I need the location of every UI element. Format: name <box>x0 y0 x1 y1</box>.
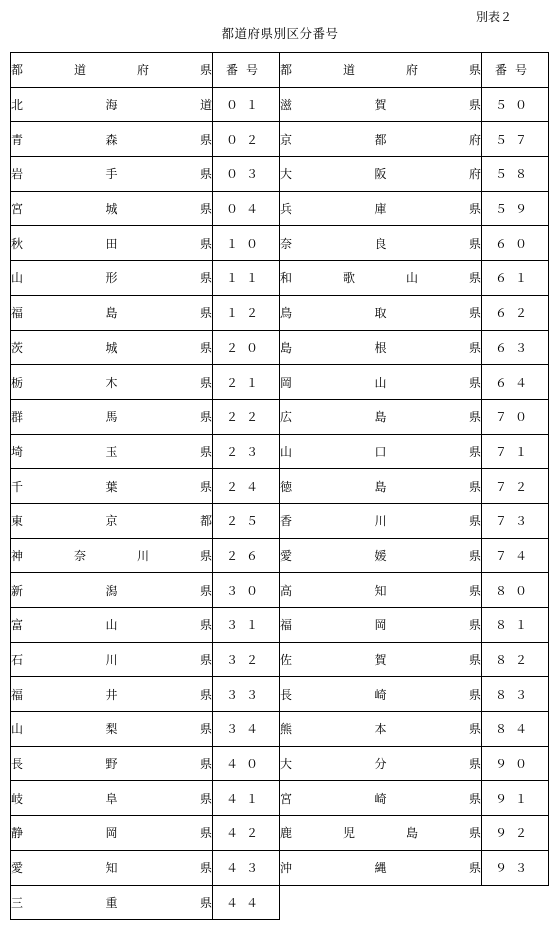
prefecture-number-right: ９０ <box>482 746 549 781</box>
prefecture-name-left: 千 葉 県 <box>11 469 213 504</box>
prefecture-number-left: ２５ <box>213 503 280 538</box>
prefecture-name-left: 山 形 県 <box>11 261 213 296</box>
prefecture-name-left: 石 川 県 <box>11 642 213 677</box>
prefecture-name-left: 栃 木 県 <box>11 365 213 400</box>
prefecture-number-right <box>482 885 549 920</box>
prefecture-name-right: 兵 庫 県 <box>280 191 482 226</box>
prefecture-number-left: １２ <box>213 295 280 330</box>
prefecture-number-right: ７１ <box>482 434 549 469</box>
prefecture-name-left: 三 重 県 <box>11 885 213 920</box>
prefecture-number-right: ８３ <box>482 677 549 712</box>
prefecture-number-left: ２０ <box>213 330 280 365</box>
prefecture-number-right: ７３ <box>482 503 549 538</box>
prefecture-name-right: 大 分 県 <box>280 746 482 781</box>
table-row <box>11 157 549 192</box>
table-row <box>11 781 549 816</box>
prefecture-number-left: ３４ <box>213 712 280 747</box>
prefecture-name-right: 京 都 府 <box>280 122 482 157</box>
header-prefecture-right: 都 道 府 県 <box>280 53 482 88</box>
prefecture-number-left: ２６ <box>213 538 280 573</box>
prefecture-name-left: 富 山 県 <box>11 608 213 643</box>
prefecture-number-left: ２３ <box>213 434 280 469</box>
prefecture-name-left: 愛 知 県 <box>11 850 213 885</box>
prefecture-number-right: ７４ <box>482 538 549 573</box>
prefecture-number-left: ０２ <box>213 122 280 157</box>
table-row <box>11 712 549 747</box>
table-row <box>11 330 549 365</box>
prefecture-name-left: 神 奈 川 県 <box>11 538 213 573</box>
prefecture-number-right: ５９ <box>482 191 549 226</box>
table-row <box>11 399 549 434</box>
prefecture-number-right: ９２ <box>482 816 549 851</box>
prefecture-name-left: 群 馬 県 <box>11 399 213 434</box>
prefecture-number-left: ３２ <box>213 642 280 677</box>
prefecture-number-right: ７２ <box>482 469 549 504</box>
table-row <box>11 677 549 712</box>
prefecture-name-left: 山 梨 県 <box>11 712 213 747</box>
prefecture-name-right: 長 崎 県 <box>280 677 482 712</box>
prefecture-number-left: １１ <box>213 261 280 296</box>
table-row <box>11 87 549 122</box>
prefecture-name-left: 青 森 県 <box>11 122 213 157</box>
table-row <box>11 538 549 573</box>
prefecture-name-right: 大 阪 府 <box>280 157 482 192</box>
table-row <box>11 503 549 538</box>
prefecture-number-right: ６２ <box>482 295 549 330</box>
prefecture-number-right: ８２ <box>482 642 549 677</box>
prefecture-name-right: 和 歌 山 県 <box>280 261 482 296</box>
prefecture-number-left: ４３ <box>213 850 280 885</box>
prefecture-number-left: ３１ <box>213 608 280 643</box>
prefecture-number-right: ６３ <box>482 330 549 365</box>
prefecture-number-right: ８０ <box>482 573 549 608</box>
prefecture-name-left: 北 海 道 <box>11 87 213 122</box>
table-row <box>11 746 549 781</box>
prefecture-number-left: ２１ <box>213 365 280 400</box>
prefecture-name-left: 長 野 県 <box>11 746 213 781</box>
prefecture-name-left: 静 岡 県 <box>11 816 213 851</box>
prefecture-name-right <box>280 885 482 920</box>
table-row <box>11 642 549 677</box>
prefecture-number-right: ５８ <box>482 157 549 192</box>
table-row <box>11 885 549 920</box>
prefecture-number-left: ４０ <box>213 746 280 781</box>
table-body <box>11 87 549 920</box>
prefecture-number-right: ６４ <box>482 365 549 400</box>
prefecture-number-right: ６０ <box>482 226 549 261</box>
prefecture-number-left: １０ <box>213 226 280 261</box>
prefecture-number-left: ４１ <box>213 781 280 816</box>
prefecture-number-right: ９３ <box>482 850 549 885</box>
prefecture-name-right: 山 口 県 <box>280 434 482 469</box>
document-title: 都道府県別区分番号 <box>221 26 339 41</box>
prefecture-code-table <box>10 52 549 920</box>
prefecture-name-right: 滋 賀 県 <box>280 87 482 122</box>
prefecture-number-left: ０４ <box>213 191 280 226</box>
prefecture-number-right: ８１ <box>482 608 549 643</box>
table-row <box>11 608 549 643</box>
prefecture-name-right: 奈 良 県 <box>280 226 482 261</box>
prefecture-name-right: 鹿 児 島 県 <box>280 816 482 851</box>
prefecture-name-left: 福 井 県 <box>11 677 213 712</box>
prefecture-name-right: 島 根 県 <box>280 330 482 365</box>
prefecture-number-left: ０３ <box>213 157 280 192</box>
prefecture-name-right: 佐 賀 県 <box>280 642 482 677</box>
prefecture-name-right: 高 知 県 <box>280 573 482 608</box>
table-row <box>11 365 549 400</box>
prefecture-name-left: 東 京 都 <box>11 503 213 538</box>
prefecture-number-left: ３０ <box>213 573 280 608</box>
prefecture-name-right: 香 川 県 <box>280 503 482 538</box>
table-row <box>11 434 549 469</box>
table-row <box>11 226 549 261</box>
prefecture-name-right: 宮 崎 県 <box>280 781 482 816</box>
prefecture-name-left: 秋 田 県 <box>11 226 213 261</box>
prefecture-name-right: 沖 縄 県 <box>280 850 482 885</box>
prefecture-name-right: 愛 媛 県 <box>280 538 482 573</box>
header-number-right: 番号 <box>482 53 549 88</box>
table-row <box>11 191 549 226</box>
prefecture-number-left: ４４ <box>213 885 280 920</box>
header-number-left: 番号 <box>213 53 280 88</box>
prefecture-number-left: ２４ <box>213 469 280 504</box>
prefecture-number-right: ７０ <box>482 399 549 434</box>
prefecture-name-left: 宮 城 県 <box>11 191 213 226</box>
prefecture-number-left: ０１ <box>213 87 280 122</box>
prefecture-name-right: 福 岡 県 <box>280 608 482 643</box>
prefecture-name-left: 茨 城 県 <box>11 330 213 365</box>
prefecture-number-right: ９１ <box>482 781 549 816</box>
prefecture-number-right: ５７ <box>482 122 549 157</box>
prefecture-name-left: 埼 玉 県 <box>11 434 213 469</box>
prefecture-name-left: 岩 手 県 <box>11 157 213 192</box>
prefecture-number-right: ６１ <box>482 261 549 296</box>
prefecture-name-right: 熊 本 県 <box>280 712 482 747</box>
prefecture-number-right: ５０ <box>482 87 549 122</box>
table-row <box>11 261 549 296</box>
table-row <box>11 469 549 504</box>
prefecture-name-left: 新 潟 県 <box>11 573 213 608</box>
prefecture-name-right: 徳 島 県 <box>280 469 482 504</box>
header-prefecture-left: 都 道 府 県 <box>11 53 213 88</box>
prefecture-number-left: ２２ <box>213 399 280 434</box>
prefecture-number-right: ８４ <box>482 712 549 747</box>
table-row <box>11 295 549 330</box>
table-row <box>11 816 549 851</box>
table-row <box>11 573 549 608</box>
prefecture-name-right: 岡 山 県 <box>280 365 482 400</box>
prefecture-number-left: ３３ <box>213 677 280 712</box>
table-row <box>11 850 549 885</box>
prefecture-name-right: 鳥 取 県 <box>280 295 482 330</box>
prefecture-number-left: ４２ <box>213 816 280 851</box>
prefecture-name-left: 福 島 県 <box>11 295 213 330</box>
appendix-label: 別表２ <box>476 10 513 24</box>
table-row <box>11 122 549 157</box>
prefecture-name-right: 広 島 県 <box>280 399 482 434</box>
prefecture-name-left: 岐 阜 県 <box>11 781 213 816</box>
table-header-row <box>11 53 549 88</box>
